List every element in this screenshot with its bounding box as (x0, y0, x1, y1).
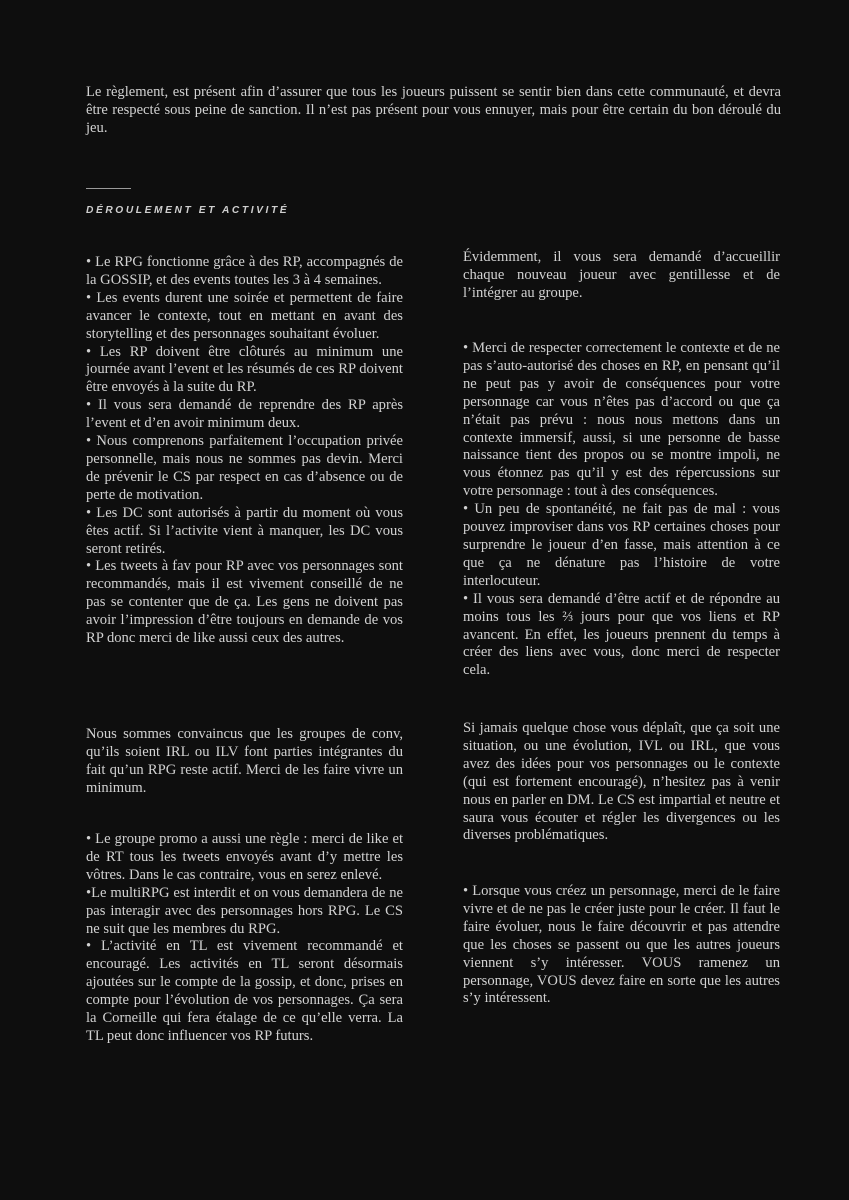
right-rules-block-2 (463, 340, 780, 680)
left-paragraph-conv: Nous sommes convaincus que les groupes de conv, qu’ils soient IRL ou ILV font parties intégrantes du fait qu’un RPG reste actif. Merci de les faire vivre un minimum. (86, 726, 403, 796)
rule-item: • Les tweets à fav pour RP avec vos personnages sont recommandés, mais il est vivement conseillé de ne pas se contenter que de ça. Les gens ne doivent pas avoir l’impression d’être toujours en demande de vos RP donc merci de like aussi ceux des autres. (86, 558, 403, 647)
right-paragraph-character: • Lorsque vous créez un personnage, merci de le faire vivre et de ne pas le créer juste pour le créer. Il faut le faire évoluer, nous le faire découvrir et pas attendre que les choses se passent ou que les autres joueurs viennent s’y intéresser. VOUS ramenez un personnage, VOUS devez faire en sorte que les autres s’y intéressent. (463, 883, 780, 1007)
intro-paragraph: Le règlement, est présent afin d’assurer que tous les joueurs puissent se sentir bien dans cette communauté, et devra être respecté sous peine de sanction. Il n’est pas présent pour vous ennuyer, mais pour être certain du bon déroulé du jeu. (86, 84, 781, 136)
left-rules-block-1 (86, 254, 403, 648)
right-paragraph-welcome: Évidemment, il vous sera demandé d’accueillir chaque nouveau joueur avec gentillesse et de l’intégrer au groupe. (463, 249, 780, 301)
rule-item: • Merci de respecter correctement le contexte et de ne pas s’auto-autorisé des choses en RP, en pensant qu’il ne peut pas y avoir de conséquences pour votre personnage car vous n’êtes pas d’accord ou que ça n’était pas prévu : nous nous mettons dans un contexte immersif, aussi, si une personne de basse naissance tient des propos ou se montre impoli, ne vous étonnez pas qu’il y est des répercussions sur votre personnage : tout à des conséquences. (463, 340, 780, 500)
section-heading: DÉROULEMENT ET ACTIVITÉ (86, 205, 290, 216)
rule-item: • Un peu de spontanéité, ne fait pas de mal : vous pouvez improviser dans vos RP certaines choses pour surprendre le joueur d’en fasse, mais attention à ce que ça ne dénature pas l’histoire de votre interlocuteur. (463, 501, 780, 589)
right-paragraph-contact: Si jamais quelque chose vous déplaît, que ça soit une situation, ou une évolution, IVL ou IRL, que vous avez des idées pour vos personnages ou le contexte (qui est fortement encouragé), n’hesitez pas à venir nous en parler en DM. Le CS est impartial et neutre et saura vous écouter et régler les divergences ou les diverses problématiques. (463, 720, 780, 844)
left-rules-block-3 (86, 831, 403, 1046)
rule-item: • Les DC sont autorisés à partir du moment où vous êtes actif. Si l’activite vient à manquer, les DC vous seront retirés. (86, 504, 403, 557)
heading-divider (86, 188, 131, 189)
rule-item: • Il vous sera demandé de reprendre des RP après l’event et d’en avoir minimum deux. (86, 397, 403, 432)
rule-item: • Il vous sera demandé d’être actif et de répondre au moins tous les ⅔ jours pour que vos liens et RP avancent. En effet, les joueurs prennent du temps à créer des liens avec vous, donc merci de respecter cela. (463, 590, 780, 679)
rule-item: • Les RP doivent être clôturés au minimum une journée avant l’event et les résumés de ces RP doivent être envoyés à la suite du RP. (86, 343, 403, 396)
rule-item: • Le groupe promo a aussi une règle : merci de like et de RT tous les tweets envoyés avant d’y mettre les vôtres. Dans le cas contraire, vous en serez enlevé. (86, 831, 403, 883)
rule-item: • Nous comprenons parfaitement l’occupation privée personnelle, mais nous ne sommes pas devin. Merci de prévenir le CS par respect en cas d’absence ou de perte de motivation. (86, 433, 403, 503)
rule-item: • Les events durent une soirée et permettent de faire avancer le contexte, tout en mettant en avant des storytelling et des personnages souhaitant évoluer. (86, 289, 403, 342)
rule-item: • Le RPG fonctionne grâce à des RP, accompagnés de la GOSSIP, et des events toutes les 3 à 4 semaines. (86, 254, 403, 288)
rule-item: •Le multiRPG est interdit et on vous demandera de ne pas interagir avec des personnages hors RPG. Le CS ne suit que les membres du RPG. (86, 884, 403, 937)
rule-item: • L’activité en TL est vivement recommandé et encouragé. Les activités en TL seront désormais ajoutées sur le compte de la gossip, et donc, prises en compte pour l’évolution de vos personnages. Ça sera la Corneille qui fera étalage de ce qu’elle verra. La TL peut donc influencer vos RP futurs. (86, 938, 403, 1044)
